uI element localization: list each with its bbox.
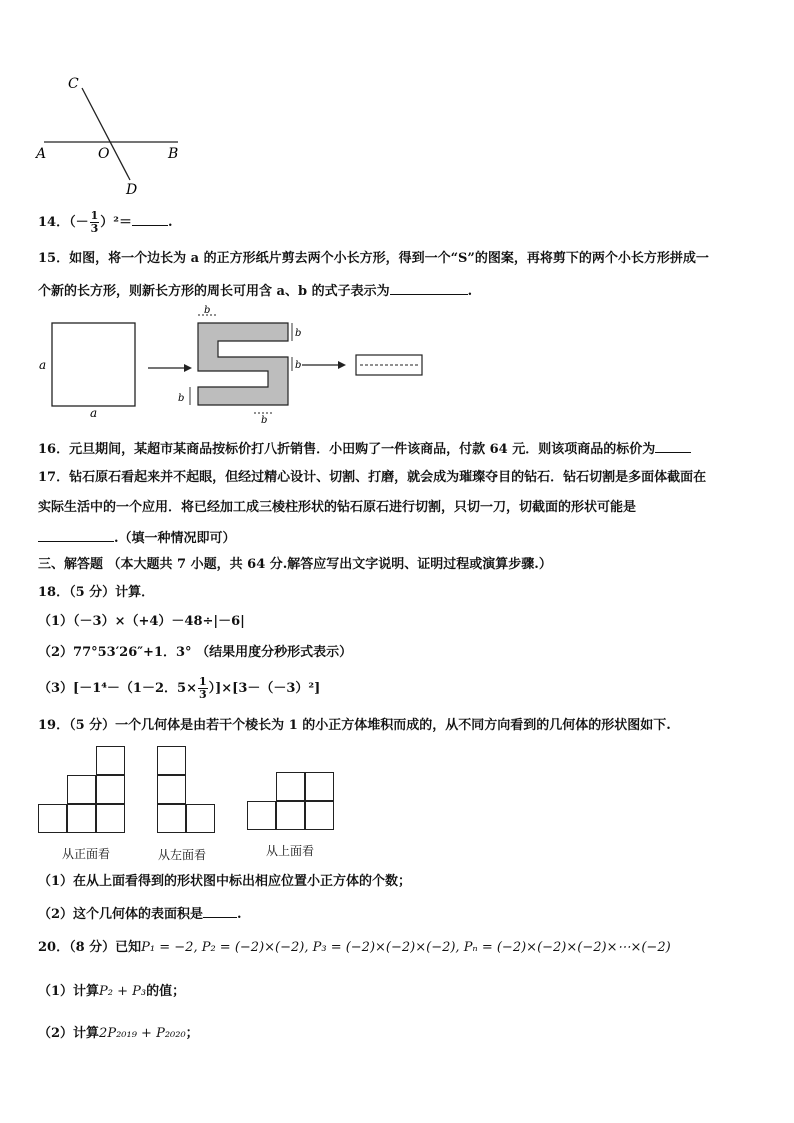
svg-text:b: b xyxy=(261,415,268,425)
q14-prefix: 14．（－ xyxy=(38,215,89,230)
q16-answer-blank[interactable] xyxy=(655,440,691,453)
label-D: D xyxy=(126,182,138,198)
q14-fraction: $\frac{1}{3}$ xyxy=(90,209,99,235)
grid-cell xyxy=(38,804,67,833)
caption-left-view: 从左面看 xyxy=(158,848,207,862)
svg-text:b: b xyxy=(295,328,302,339)
label-B: B xyxy=(168,146,179,162)
q14-answer-blank[interactable] xyxy=(132,213,168,226)
grid-cell xyxy=(67,804,96,833)
top-view-grid xyxy=(247,772,337,832)
q19-answer-blank[interactable] xyxy=(203,905,237,918)
q20-sub1: （1）计算P₂ + P₃的值； xyxy=(38,984,186,999)
q20-sub2: （2）计算2P₂₀₁₉ + P₂₀₂₀； xyxy=(38,1026,199,1041)
grid-cell xyxy=(276,772,305,801)
q17-answer-blank[interactable] xyxy=(38,529,114,542)
grid-cell xyxy=(96,775,125,804)
grid-cell xyxy=(276,801,305,830)
q19-head: 19．（5 分）一个几何体是由若干个棱长为 1 的小正方体堆积而成的，从不同方向看到的几何体的形状图如下. xyxy=(38,718,671,733)
grid-cell xyxy=(247,801,276,830)
grid-cell xyxy=(186,804,215,833)
q15-answer-blank[interactable] xyxy=(390,282,468,295)
caption-front-view: 从正面看 xyxy=(62,847,111,861)
grid-cell xyxy=(67,775,96,804)
grid-cell xyxy=(157,804,186,833)
caption-top-view: 从上面看 xyxy=(266,844,315,858)
q17-line1: 17．钻石原石看起来并不起眼，但经过精心设计、切割、打磨，就会成为璀璨夺目的钻石．钻石切割是多面体截面在 xyxy=(38,470,707,485)
q17-line2: 实际生活中的一个应用．将已经加工成三棱柱形状的钻石原石进行切割，只切一刀，切截面的形状可能是 xyxy=(38,500,637,515)
q15-line2: 个新的长方形，则新长方形的周长可用含 a、b 的式子表示为 . xyxy=(38,284,473,299)
q18-fraction: $\frac{1}{3}$ xyxy=(198,675,207,701)
svg-text:a: a xyxy=(90,406,98,420)
label-C: C xyxy=(68,76,79,92)
q20-head: 20．（8 分）已知P₁ = −2, P₂ = (−2)×(−2), P₃ = (−2)×(−2)×(−2), Pₙ = (−2)×(−2)×(−2)×⋯×(−2) xyxy=(38,940,671,955)
grid-cell xyxy=(305,772,334,801)
q15-line1: 15．如图，将一个边长为 a 的正方形纸片剪去两个小长方形，得到一个“S”的图案，再将剪下的两个小长方形拼成一 xyxy=(38,251,709,266)
question-16: 16．元旦期间，某超市某商品按标价打八折销售．小田购了一件该商品，付款 64 元．则该项商品的标价为 xyxy=(38,440,691,458)
grid-cell xyxy=(157,775,186,804)
grid-cell xyxy=(157,746,186,775)
svg-text:b: b xyxy=(178,393,185,404)
svg-text:b: b xyxy=(204,305,211,316)
q20-formula: P₁ = −2, P₂ = (−2)×(−2), P₃ = (−2)×(−2)×(−2), Pₙ = (−2)×(−2)×(−2)×⋯×(−2) xyxy=(141,940,671,955)
q18-head: 18．（5 分）计算． xyxy=(38,585,155,600)
grid-cell xyxy=(96,746,125,775)
q17-line3: .（填一种情况即可） xyxy=(38,529,236,547)
q18-part1: （1）（－3）×（+4）－48÷|－6| xyxy=(38,614,245,629)
question-14: 14．（－ $\frac{1}{3}$ ）²＝ . xyxy=(38,209,173,235)
section-3-title: 三、解答题 （本大题共 7 小题，共 64 分.解答应写出文字说明、证明过程或演算步骤.） xyxy=(38,557,552,572)
front-view-grid xyxy=(38,746,128,834)
q18-part2: （2）77°53′26″+1．3° （结果用度分秒形式表示） xyxy=(38,645,353,660)
s-shape-figure xyxy=(30,305,450,425)
svg-text:a: a xyxy=(39,358,47,372)
grid-cell xyxy=(305,801,334,830)
q14-suffix: ）²＝ xyxy=(100,215,132,230)
q19-sub1: （1）在从上面看得到的形状图中标出相应位置小正方体的个数； xyxy=(38,874,412,889)
q18-part3: （3）[－1⁴－（1－2．5× $\frac{1}{3}$ ）]×[3－（－3）²] xyxy=(38,675,321,701)
q19-sub2: （2）这个几何体的表面积是 . xyxy=(38,907,242,922)
grid-cell xyxy=(96,804,125,833)
left-view-grid xyxy=(157,746,217,834)
label-O: O xyxy=(98,146,110,162)
intersecting-lines-figure xyxy=(30,70,190,200)
label-A: A xyxy=(36,146,47,162)
svg-text:b: b xyxy=(295,360,302,371)
